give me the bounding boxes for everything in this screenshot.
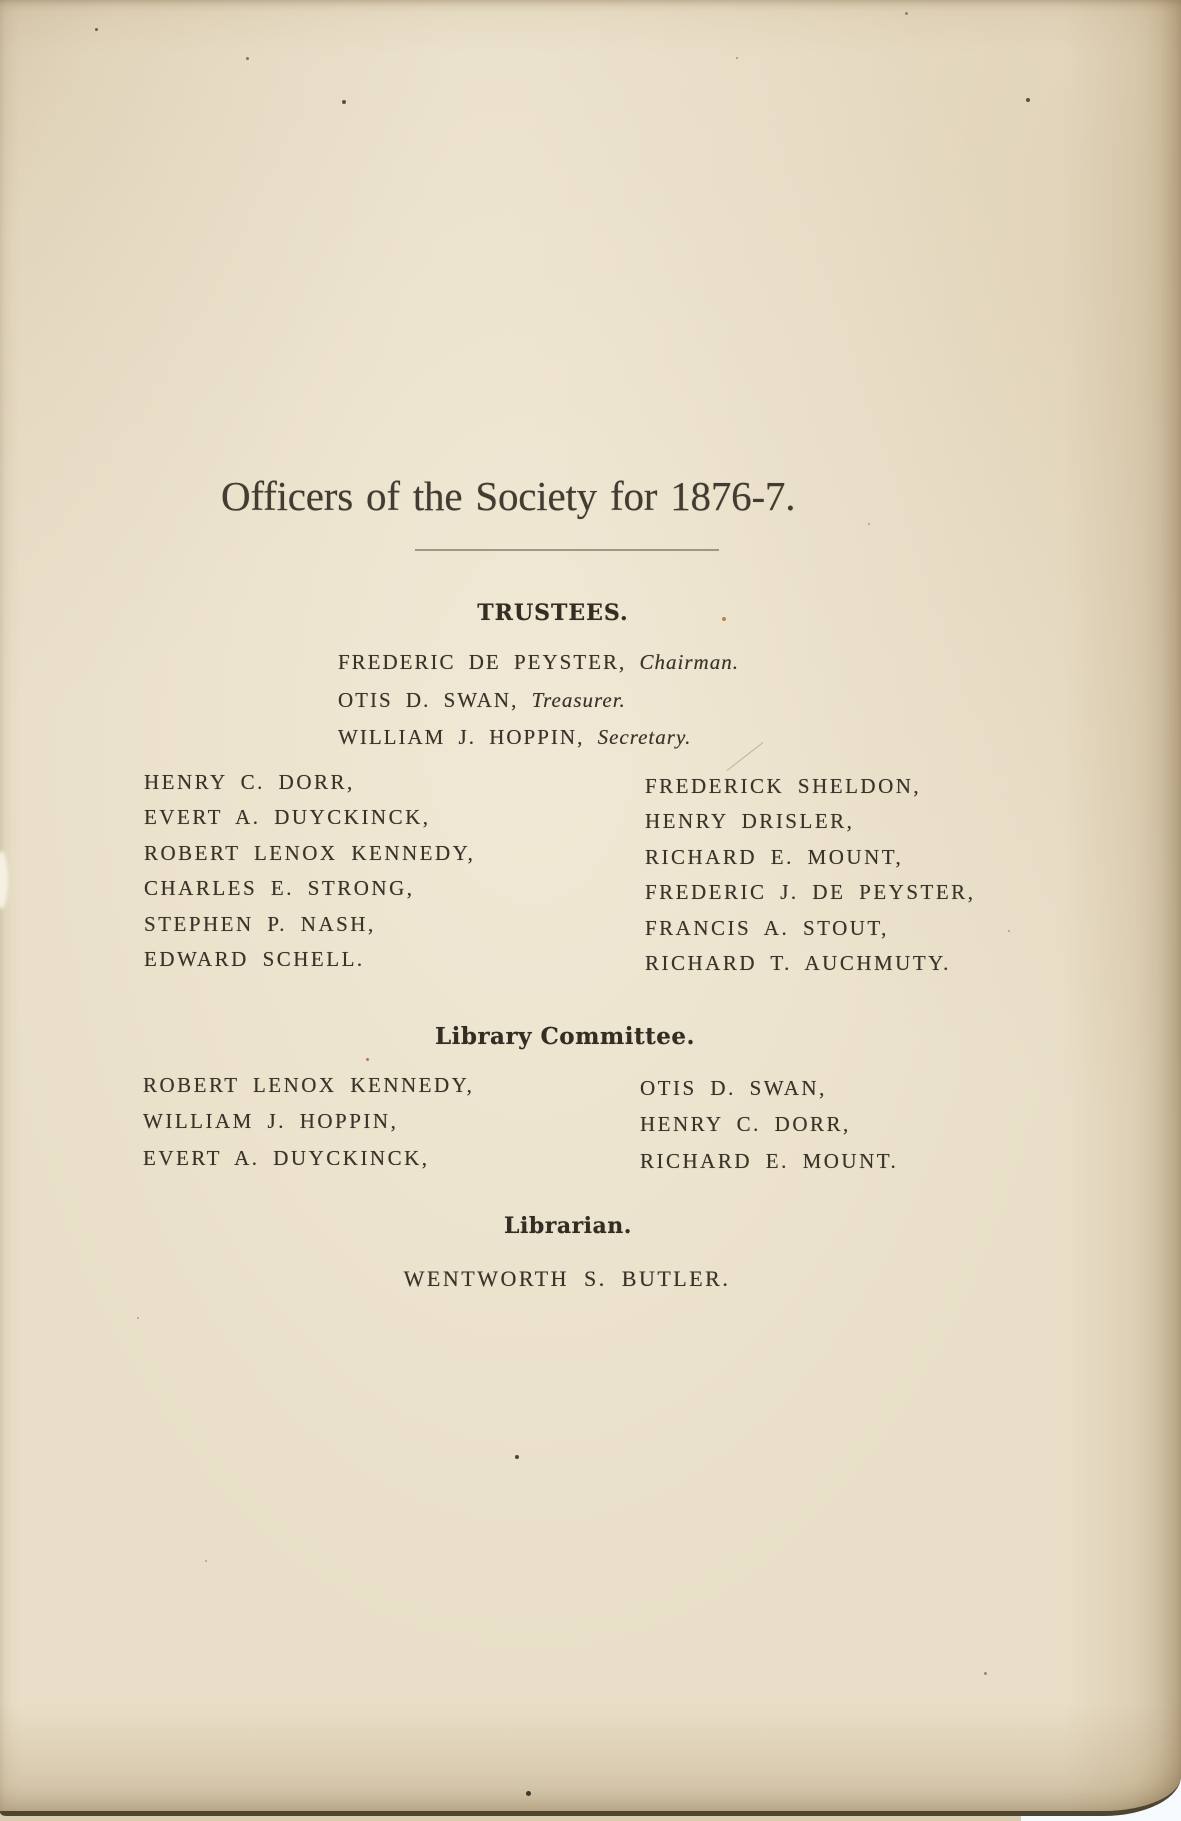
trustees-heading: TRUSTEES. [477,600,629,626]
trustee-name: EVERT A. DUYCKINCK, [144,805,431,830]
trustee-name: EDWARD SCHELL. [144,947,365,972]
trustee-name: FREDERIC J. DE PEYSTER, [645,880,976,905]
officer-name: WILLIAM J. HOPPIN, [338,725,585,749]
paper-speck [342,100,346,104]
committee-member-name: EVERT A. DUYCKINCK, [143,1145,430,1170]
paper-speck [246,57,249,60]
trustee-name: FREDERICK SHELDON, [645,774,922,798]
committee-right-column [640,1070,898,1179]
paper-speck [905,12,908,15]
paper-speck [137,1317,139,1319]
officer-line [338,682,739,720]
officer-name: FREDERIC DE PEYSTER, [338,650,627,674]
officer-role: Secretary. [597,725,692,749]
paper-speck [526,1791,531,1796]
trustees-officers-list [338,644,739,757]
paper-speck [205,1560,207,1562]
paper-speck [1026,98,1030,102]
committee-member-name: WILLIAM J. HOPPIN, [143,1109,399,1134]
trustee-name: RICHARD E. MOUNT, [645,844,904,869]
trustees-right-column [645,769,975,981]
paper-speck [366,1058,369,1061]
trustee-name: RICHARD T. AUCHMUTY. [645,951,951,976]
library-committee-heading: Library Committee. [434,1023,696,1050]
trustee-name: HENRY DRISLER, [645,809,855,834]
librarian-name: WENTWORTH S. BUTLER. [403,1266,731,1291]
committee-member-name: OTIS D. SWAN, [640,1076,827,1100]
trustee-name: CHARLES E. STRONG, [144,876,415,901]
paper-speck [736,57,738,59]
paper-speck [515,1455,519,1459]
title-divider-rule [415,549,719,551]
paper-speck [984,1672,987,1675]
officer-line [338,719,739,757]
page-title: Officers of the Society for 1876-7. [221,473,796,519]
committee-member-name: ROBERT LENOX KENNEDY, [143,1073,475,1097]
trustee-name: FRANCIS A. STOUT, [645,915,889,940]
committee-left-column [143,1067,474,1176]
committee-member-name: HENRY C. DORR, [640,1112,851,1137]
paper-speck [1008,930,1010,932]
trustee-name: HENRY C. DORR, [144,770,355,794]
paper-speck [95,28,98,31]
officer-name: OTIS D. SWAN, [338,687,519,712]
officer-role: Treasurer. [531,687,626,712]
trustees-left-column [144,765,475,977]
trustee-name: ROBERT LENOX KENNEDY, [144,840,476,865]
paper-speck [868,523,870,525]
committee-member-name: RICHARD E. MOUNT. [640,1148,899,1173]
librarian-heading: Librarian. [504,1213,632,1239]
officer-line [338,644,739,682]
trustee-name: STEPHEN P. NASH, [144,911,376,936]
officer-role: Chairman. [639,650,739,674]
